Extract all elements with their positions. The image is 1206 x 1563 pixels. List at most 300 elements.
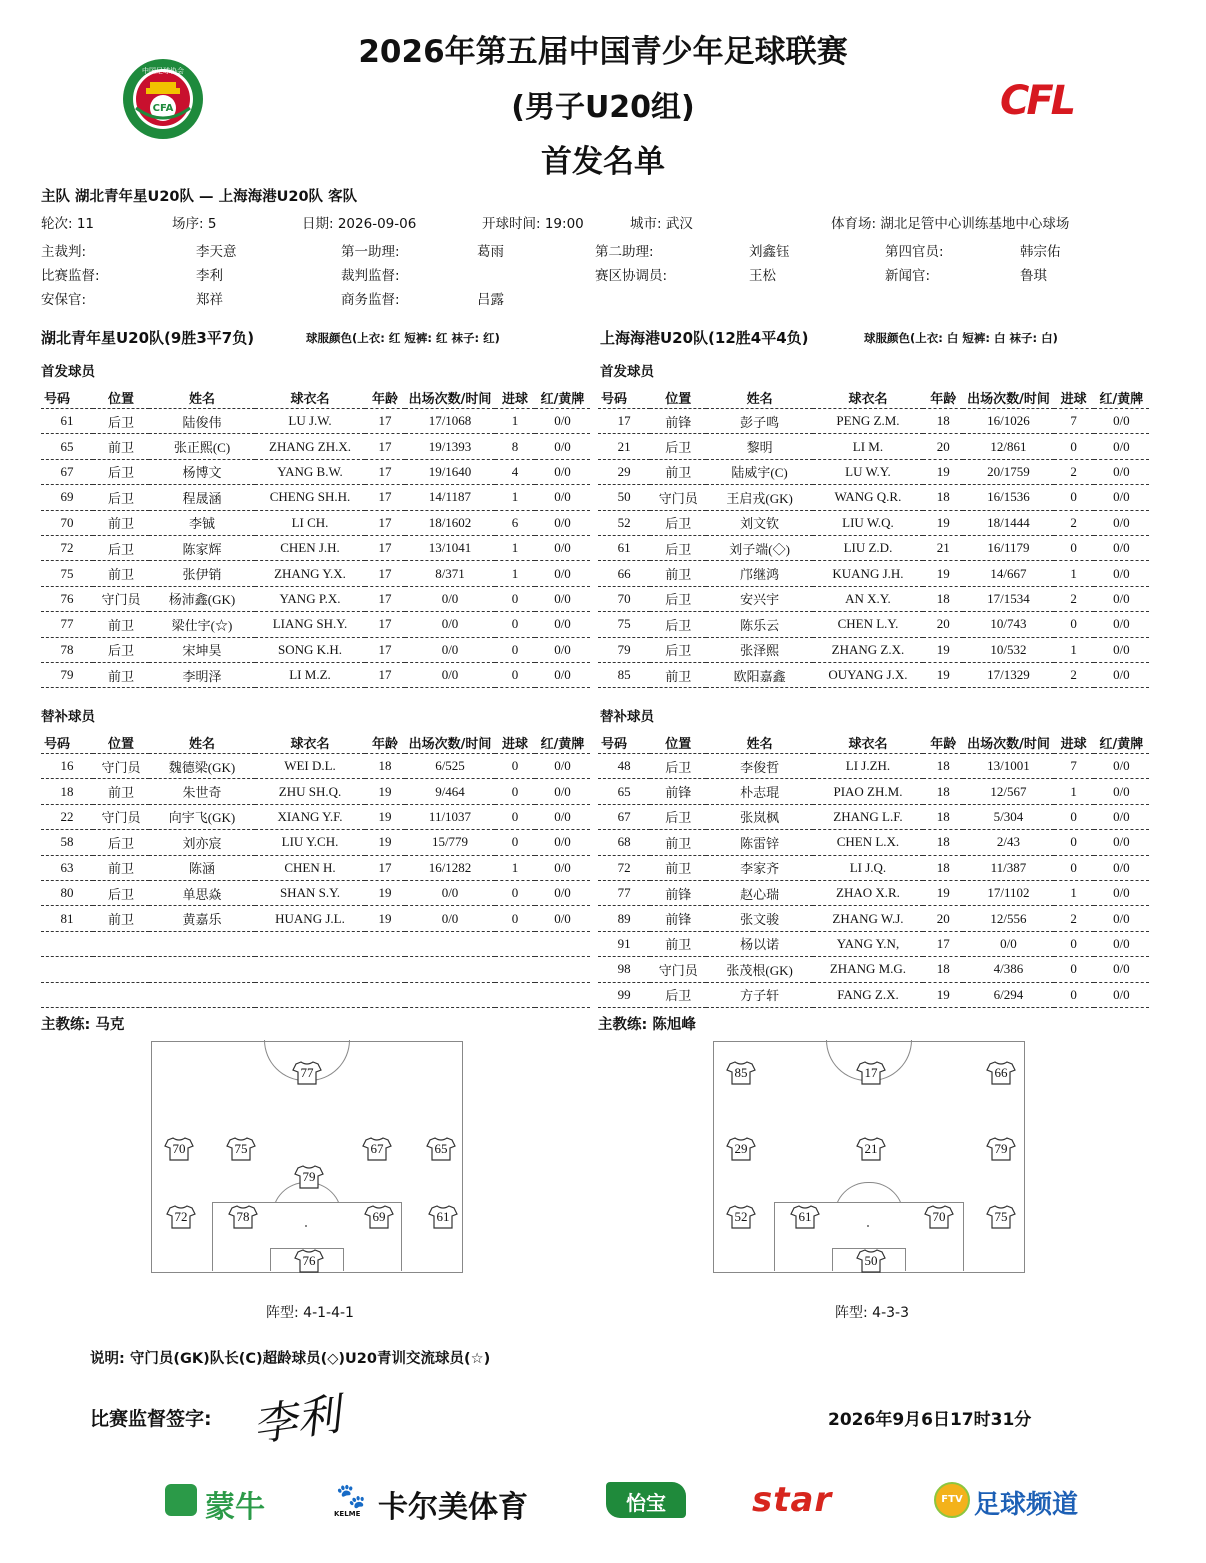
cell-age [365, 982, 405, 1007]
cell-number: 65 [598, 779, 650, 804]
column-header-name: 姓名 [149, 386, 255, 409]
shirt-number: 75 [234, 1141, 248, 1156]
cell-number: 68 [598, 830, 650, 855]
mengniu-icon [165, 1484, 197, 1516]
cell-position: 守门员 [650, 485, 706, 510]
table-row [598, 535, 1149, 560]
page-heading: 首发名单 [541, 144, 665, 180]
cell-age: 18 [923, 754, 963, 779]
cell-apps-minutes: 9/464 [405, 779, 495, 804]
cell-number: 29 [598, 459, 650, 484]
cell-goals: 1 [1054, 561, 1094, 586]
table-row [598, 855, 1149, 880]
cell-position: 后卫 [650, 754, 706, 779]
cell-age [365, 931, 405, 956]
cell-name: 张岚枫 [706, 804, 812, 829]
table-row [598, 662, 1149, 687]
player-shirt-icon [726, 1060, 756, 1086]
table-row [41, 830, 590, 855]
table-row [598, 779, 1149, 804]
table-row [41, 662, 590, 687]
cell-number: 78 [41, 637, 93, 662]
cell-goals: 0 [495, 586, 535, 611]
cell-number: 16 [41, 754, 93, 779]
cell-name: 张正熙(C) [149, 434, 255, 459]
player-shirt-icon [166, 1204, 196, 1230]
shirt-number: 77 [300, 1065, 314, 1080]
column-header-number: 号码 [41, 386, 93, 409]
cell-goals: 0 [1054, 855, 1094, 880]
cell-shirt-name: CHEN J.H. [255, 535, 365, 560]
cell-cards: 0/0 [535, 855, 590, 880]
match-date: 日期: 2026-09-06 [302, 216, 417, 232]
away-formation-pitch [713, 1041, 1025, 1273]
cell-goals: 1 [495, 535, 535, 560]
cell-number: 75 [41, 561, 93, 586]
cell-cards: 0/0 [1094, 804, 1149, 829]
official-value: 鲁琪 [1020, 268, 1047, 284]
cell-age: 18 [923, 586, 963, 611]
cell-position: 前卫 [93, 906, 149, 931]
official-label: 裁判监督: [341, 268, 400, 284]
player-shirt-icon [294, 1248, 324, 1274]
cell-name: 杨沛鑫(GK) [149, 586, 255, 611]
cell-position: 前卫 [93, 612, 149, 637]
cell-shirt-name: WANG Q.R. [813, 485, 923, 510]
table-row [598, 637, 1149, 662]
cell-position: 后卫 [93, 535, 149, 560]
cell-shirt-name: ZHAO X.R. [813, 880, 923, 905]
cell-age: 18 [923, 855, 963, 880]
cell-cards: 0/0 [1094, 906, 1149, 931]
cell-position: 前卫 [650, 662, 706, 687]
table-row [41, 906, 590, 931]
column-header-shirt-name: 球衣名 [255, 386, 365, 409]
sponsor-yibao: 怡宝 [606, 1482, 686, 1518]
cell-age: 19 [923, 982, 963, 1007]
cell-goals: 0 [1054, 957, 1094, 982]
cell-cards: 0/0 [1094, 434, 1149, 459]
official-label: 安保官: [41, 292, 87, 308]
cell-name: 李家齐 [706, 855, 812, 880]
cell-name: 彭子鸣 [706, 409, 812, 434]
away-kit-colors: 球服颜色(上衣: 白 短裤: 白 袜子: 白) [864, 331, 1058, 345]
home-formation-pitch [151, 1041, 463, 1273]
table-row [598, 485, 1149, 510]
cell-position: 前卫 [93, 510, 149, 535]
cell-shirt-name: WEI D.L. [255, 754, 365, 779]
cell-cards: 0/0 [535, 586, 590, 611]
cell-apps-minutes: 5/304 [963, 804, 1053, 829]
cell-position: 前卫 [650, 931, 706, 956]
cell-number: 72 [41, 535, 93, 560]
cell-position: 后卫 [650, 804, 706, 829]
cell-name: 陈家辉 [149, 535, 255, 560]
home-subs-table [41, 731, 590, 1008]
cell-apps-minutes: 15/779 [405, 830, 495, 855]
cell-position: 前卫 [650, 561, 706, 586]
cell-shirt-name: LIU Y.CH. [255, 830, 365, 855]
cell-position: 后卫 [650, 535, 706, 560]
cell-goals: 2 [1054, 459, 1094, 484]
player-shirt-icon [986, 1204, 1016, 1230]
table-row [598, 434, 1149, 459]
paw-icon: 🐾 [336, 1482, 366, 1510]
official-label: 主裁判: [41, 244, 87, 260]
cell-apps-minutes: 11/387 [963, 855, 1053, 880]
player-shirt-icon [292, 1060, 322, 1086]
cell-name: 陈雷锌 [706, 830, 812, 855]
cell-age: 17 [365, 409, 405, 434]
cell-position: 前卫 [93, 434, 149, 459]
cell-number: 17 [598, 409, 650, 434]
official-value: 李利 [196, 268, 223, 284]
cfl-logo: CFL [1000, 78, 1074, 124]
cell-number: 22 [41, 804, 93, 829]
cell-goals: 8 [495, 434, 535, 459]
cell-apps-minutes: 16/1536 [963, 485, 1053, 510]
cell-shirt-name: PIAO ZH.M. [813, 779, 923, 804]
official-value: 葛雨 [477, 244, 504, 260]
stadium: 体育场: 湖北足管中心训练基地中心球场 [831, 216, 1070, 232]
shirt-number: 29 [734, 1141, 748, 1156]
table-row [41, 931, 590, 956]
cell-age: 17 [365, 637, 405, 662]
cell-number: 89 [598, 906, 650, 931]
column-header-age: 年龄 [365, 731, 405, 754]
home-starters-label: 首发球员 [41, 364, 95, 380]
cell-goals: 2 [1054, 906, 1094, 931]
cell-shirt-name: YANG B.W. [255, 459, 365, 484]
shirt-number: 67 [370, 1141, 384, 1156]
cell-name: 朱世奇 [149, 779, 255, 804]
cell-number [41, 957, 93, 982]
cell-age: 18 [923, 409, 963, 434]
cell-apps-minutes: 10/743 [963, 612, 1053, 637]
cell-name: 陈乐云 [706, 612, 812, 637]
cell-apps-minutes: 16/1026 [963, 409, 1053, 434]
cell-name: 魏德梁(GK) [149, 754, 255, 779]
cell-position: 后卫 [650, 434, 706, 459]
table-row [41, 409, 590, 434]
cell-number: 18 [41, 779, 93, 804]
cell-goals: 0 [1054, 931, 1094, 956]
player-shirt-icon [924, 1204, 954, 1230]
cell-shirt-name: AN X.Y. [813, 586, 923, 611]
official-value: 吕露 [477, 292, 504, 308]
cell-apps-minutes: 16/1282 [405, 855, 495, 880]
cell-cards: 0/0 [535, 409, 590, 434]
cell-name: 杨博文 [149, 459, 255, 484]
cell-goals: 0 [1054, 434, 1094, 459]
cell-number: 76 [41, 586, 93, 611]
cell-apps-minutes [405, 982, 495, 1007]
cell-cards: 0/0 [1094, 409, 1149, 434]
player-shirt-icon [986, 1136, 1016, 1162]
cell-age: 19 [923, 561, 963, 586]
shirt-number: 21 [864, 1141, 878, 1156]
cell-age: 18 [923, 485, 963, 510]
cell-number: 75 [598, 612, 650, 637]
cell-shirt-name: HUANG J.L. [255, 906, 365, 931]
cell-position: 守门员 [93, 804, 149, 829]
cell-apps-minutes: 6/525 [405, 754, 495, 779]
cell-shirt-name: CHENG SH.H. [255, 485, 365, 510]
cell-age: 18 [365, 754, 405, 779]
table-row [598, 880, 1149, 905]
cell-shirt-name: ZHANG M.G. [813, 957, 923, 982]
column-header-number: 号码 [598, 386, 650, 409]
away-subs-label: 替补球员 [600, 709, 654, 725]
cell-goals: 1 [495, 485, 535, 510]
cell-goals: 0 [495, 612, 535, 637]
cell-apps-minutes: 18/1602 [405, 510, 495, 535]
cell-position: 前卫 [93, 561, 149, 586]
cell-name: 程晟涵 [149, 485, 255, 510]
cell-cards: 0/0 [1094, 982, 1149, 1007]
cell-age: 19 [923, 459, 963, 484]
cell-age: 17 [365, 662, 405, 687]
shirt-number: 61 [436, 1209, 450, 1224]
cell-number: 72 [598, 855, 650, 880]
cell-cards: 0/0 [535, 880, 590, 905]
cell-shirt-name [255, 931, 365, 956]
column-header-apps-minutes: 出场次数/时间 [963, 386, 1053, 409]
cell-position: 后卫 [93, 459, 149, 484]
column-header-apps-minutes: 出场次数/时间 [405, 386, 495, 409]
cell-position [93, 931, 149, 956]
away-starters-label: 首发球员 [600, 364, 654, 380]
official-label: 第二助理: [595, 244, 654, 260]
cell-apps-minutes: 18/1444 [963, 510, 1053, 535]
shirt-number: 79 [994, 1141, 1008, 1156]
cell-goals: 2 [1054, 662, 1094, 687]
cell-cards: 0/0 [535, 662, 590, 687]
cell-age: 18 [923, 779, 963, 804]
cell-cards [535, 931, 590, 956]
cell-apps-minutes: 17/1329 [963, 662, 1053, 687]
cell-cards: 0/0 [1094, 830, 1149, 855]
home-team-name: 湖北青年星U20队(9胜3平7负) [41, 329, 255, 347]
cell-number: 70 [598, 586, 650, 611]
cell-name: 张文骏 [706, 906, 812, 931]
cell-goals: 0 [495, 906, 535, 931]
cell-shirt-name: LI CH. [255, 510, 365, 535]
cell-shirt-name: OUYANG J.X. [813, 662, 923, 687]
cell-name: 梁仕宇(☆) [149, 612, 255, 637]
column-header-name: 姓名 [149, 731, 255, 754]
cell-name: 方子轩 [706, 982, 812, 1007]
player-shirt-icon [856, 1136, 886, 1162]
cell-position: 前卫 [93, 855, 149, 880]
cell-position: 后卫 [650, 586, 706, 611]
cell-age: 17 [365, 510, 405, 535]
column-header-cards: 红/黄牌 [1094, 386, 1149, 409]
cell-name: 张伊销 [149, 561, 255, 586]
table-row [41, 880, 590, 905]
player-shirt-icon [856, 1248, 886, 1274]
cell-goals: 0 [495, 662, 535, 687]
shirt-number: 72 [174, 1209, 188, 1224]
cell-cards: 0/0 [535, 754, 590, 779]
home-subs-label: 替补球员 [41, 709, 95, 725]
shirt-number: 70 [172, 1141, 186, 1156]
cell-apps-minutes: 20/1759 [963, 459, 1053, 484]
cell-position: 前卫 [650, 855, 706, 880]
cell-name: 王启戎(GK) [706, 485, 812, 510]
column-header-number: 号码 [41, 731, 93, 754]
cell-number: 69 [41, 485, 93, 510]
player-shirt-icon [426, 1136, 456, 1162]
away-starters-table [598, 386, 1149, 688]
shirt-number: 52 [734, 1209, 748, 1224]
cell-name [149, 931, 255, 956]
cell-age: 19 [923, 637, 963, 662]
cell-cards: 0/0 [1094, 561, 1149, 586]
column-header-age: 年龄 [923, 731, 963, 754]
player-shirt-icon [228, 1204, 258, 1230]
cell-goals: 1 [1054, 637, 1094, 662]
cell-shirt-name: LIU Z.D. [813, 535, 923, 560]
cell-age: 18 [923, 957, 963, 982]
cell-age: 19 [365, 880, 405, 905]
cell-age: 18 [923, 804, 963, 829]
cell-age: 21 [923, 535, 963, 560]
supervisor-signature: 李利 [249, 1389, 344, 1452]
cell-cards: 0/0 [1094, 459, 1149, 484]
cell-number: 61 [41, 409, 93, 434]
table-row [598, 804, 1149, 829]
table-row [41, 434, 590, 459]
cell-shirt-name: LIANG SH.Y. [255, 612, 365, 637]
cell-apps-minutes: 19/1640 [405, 459, 495, 484]
cell-age: 19 [365, 804, 405, 829]
cell-cards: 0/0 [535, 535, 590, 560]
home-formation: 阵型: 4-1-4-1 [266, 1305, 354, 1321]
cell-age: 19 [923, 880, 963, 905]
cell-shirt-name: YANG Y.N, [813, 931, 923, 956]
cell-apps-minutes: 4/386 [963, 957, 1053, 982]
cell-shirt-name: ZHANG ZH.X. [255, 434, 365, 459]
cell-shirt-name: YANG P.X. [255, 586, 365, 611]
column-header-age: 年龄 [365, 386, 405, 409]
cell-goals [495, 931, 535, 956]
cell-apps-minutes: 0/0 [405, 612, 495, 637]
cell-apps-minutes: 17/1102 [963, 880, 1053, 905]
cell-apps-minutes: 17/1068 [405, 409, 495, 434]
cell-position: 守门员 [93, 586, 149, 611]
cell-goals: 0 [495, 637, 535, 662]
cell-shirt-name: PENG Z.M. [813, 409, 923, 434]
cell-name: 黎明 [706, 434, 812, 459]
match-number: 场序: 5 [172, 216, 217, 232]
cell-goals: 0 [495, 804, 535, 829]
home-kit-colors: 球服颜色(上衣: 红 短裤: 红 袜子: 红) [306, 331, 500, 345]
cell-apps-minutes [405, 957, 495, 982]
cell-name: 刘子端(◇) [706, 535, 812, 560]
cell-goals: 6 [495, 510, 535, 535]
cell-number: 91 [598, 931, 650, 956]
cell-position: 后卫 [93, 409, 149, 434]
column-header-position: 位置 [650, 731, 706, 754]
column-header-goals: 进球 [1054, 386, 1094, 409]
cell-cards: 0/0 [1094, 535, 1149, 560]
cell-name [149, 982, 255, 1007]
cell-cards: 0/0 [535, 561, 590, 586]
cell-age: 19 [365, 830, 405, 855]
shirt-number: 70 [932, 1209, 946, 1224]
cell-goals: 1 [1054, 880, 1094, 905]
cell-number: 67 [598, 804, 650, 829]
cell-shirt-name: LIU W.Q. [813, 510, 923, 535]
cell-shirt-name: XIANG Y.F. [255, 804, 365, 829]
cell-name: 张茂根(GK) [706, 957, 812, 982]
shirt-number: 66 [994, 1065, 1008, 1080]
table-row [41, 612, 590, 637]
cell-goals: 7 [1054, 754, 1094, 779]
city: 城市: 武汉 [630, 216, 693, 232]
player-shirt-icon [790, 1204, 820, 1230]
cell-shirt-name: LI J.ZH. [813, 754, 923, 779]
column-header-number: 号码 [598, 731, 650, 754]
cfa-logo [122, 58, 204, 140]
cell-age: 17 [365, 459, 405, 484]
cell-age: 17 [365, 535, 405, 560]
cell-name: 朴志琨 [706, 779, 812, 804]
cell-number: 63 [41, 855, 93, 880]
match-teams: 主队 湖北青年星U20队 — 上海海港U20队 客队 [41, 189, 358, 205]
cell-age [365, 957, 405, 982]
cell-apps-minutes: 6/294 [963, 982, 1053, 1007]
column-header-position: 位置 [93, 386, 149, 409]
column-header-cards: 红/黄牌 [1094, 731, 1149, 754]
player-shirt-icon [294, 1164, 324, 1190]
cell-goals: 0 [495, 779, 535, 804]
cell-age: 17 [923, 931, 963, 956]
cell-age: 17 [365, 561, 405, 586]
cell-shirt-name: SHAN S.Y. [255, 880, 365, 905]
cell-apps-minutes: 14/1187 [405, 485, 495, 510]
cell-apps-minutes: 16/1179 [963, 535, 1053, 560]
page-title: 2026年第五届中国青少年足球联赛 [358, 34, 848, 70]
cell-shirt-name: CHEN H. [255, 855, 365, 880]
cell-cards: 0/0 [1094, 754, 1149, 779]
cell-age: 18 [923, 830, 963, 855]
table-row [41, 855, 590, 880]
cell-number: 98 [598, 957, 650, 982]
table-row [598, 510, 1149, 535]
cell-goals: 0 [1054, 485, 1094, 510]
cell-position: 前锋 [650, 779, 706, 804]
player-shirt-icon [164, 1136, 194, 1162]
cell-shirt-name [255, 982, 365, 1007]
cell-cards: 0/0 [1094, 637, 1149, 662]
table-row [41, 459, 590, 484]
official-value: 韩宗佑 [1020, 244, 1061, 260]
table-row [41, 982, 590, 1007]
column-header-apps-minutes: 出场次数/时间 [405, 731, 495, 754]
official-label: 第四官员: [885, 244, 944, 260]
cell-cards: 0/0 [1094, 612, 1149, 637]
cell-number [41, 931, 93, 956]
column-header-goals: 进球 [1054, 731, 1094, 754]
cell-goals [495, 957, 535, 982]
cell-shirt-name: ZHANG Z.X. [813, 637, 923, 662]
player-shirt-icon [364, 1204, 394, 1230]
cell-number: 80 [41, 880, 93, 905]
cell-position [93, 982, 149, 1007]
home-coach: 主教练: 马克 [41, 1017, 125, 1033]
